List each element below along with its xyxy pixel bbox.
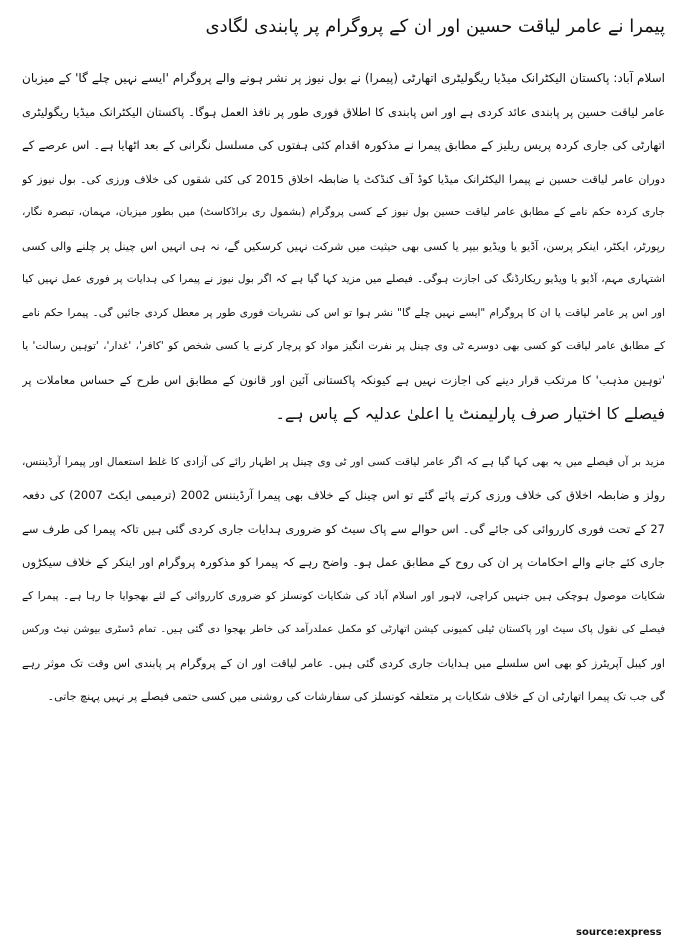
text-line: شکایات موصول ہوچکی ہیں جنہیں کراچی، لاہور اور اسلام آباد کی شکایات کونسلز کو ضروری کارروائی کے لئے بھجوایا جا رہا ہے۔ پیمرا کے xyxy=(22,589,665,602)
text-line: اور اس پر عامر لیاقت یا ان کا پروگرام "ایسے نہیں چلے گا" نشر ہوا تو اس کی نشریات فوری طور پر معطل کردی جائیں گی۔ پیمرا حکم نامے xyxy=(22,306,665,319)
paragraph-2 xyxy=(22,446,665,714)
text-line: فیصلے کا اختیار صرف پارلیمنٹ یا اعلیٰ عدلیہ کے پاس ہے۔ xyxy=(275,404,665,423)
text-line: گی جب تک پیمرا اتھارٹی ان کے خلاف شکایات پر متعلقہ کونسلز کی سفارشات کی روشنی میں کسی حتمی فیصلے پر نہیں پہنچ جاتی۔ xyxy=(47,690,665,703)
text-line: عامر لیاقت حسین پر پابندی عائد کردی ہے اور اس پابندی کا اطلاق فوری طور پر نافذ العمل ہوگا۔ پاکستان الیکٹرانک میڈیا ریگولیٹری xyxy=(22,104,665,119)
text-line: اتھارٹی کی جاری کردہ پریس ریلیز کے مطابق پیمرا نے مذکورہ اقدام کئی ہفتوں کی مسلسل نگرانی کے بعد اٹھایا ہے۔ اس عرصے کے xyxy=(22,138,665,152)
text-line: رپورٹر، ایکٹر، اینکر پرسن، آڈیو یا ویڈیو بیپر یا کسی بھی حیثیت میں شرکت نہیں کرسکیں گے، نہ ہی انہیں اس چینل پر چلنے والی کسی xyxy=(22,239,665,253)
source-credit: source:express xyxy=(576,927,662,938)
text-line: 'توہین مذہب' کا مرتکب قرار دینے کی اجازت نہیں ہے کیونکہ پاکستانی آئین اور قانون کے مطابق اس طرح کے حساس معاملات پر xyxy=(22,372,665,387)
text-line: 27 کے تحت فوری کارروائی کی جائے گی۔ اس حوالے سے پاک سیٹ کو ضروری ہدایات جاری کردی گئی ہیں تاکہ پیمرا کی طرف سے xyxy=(22,521,665,536)
text-line: اشتہاری مہم، آڈیو یا ویڈیو ریکارڈنگ کی اجازت ہوگی۔ فیصلے میں مزید کہا گیا ہے کہ اگر بول نیوز نے پیمرا کی ہدایات پر فوری عمل نہیں کیا xyxy=(22,273,665,285)
text-line: کے مطابق عامر لیاقت کو کسی بھی دوسرے ٹی وی چینل پر نفرت انگیز مواد کو پرچار کرنے یا کسی شخص کو 'کافر'، 'غدار'، 'توہین رسالت' یا xyxy=(22,340,665,352)
text-line: رولز و ضابطہ اخلاق کی خلاف ورزی کرتے پائے گئے تو اس چینل کے خلاف بھی پیمرا آرڈیننس 2002 (ترمیمی ایکٹ 2007) کی دفعہ xyxy=(22,488,665,502)
text-line: مزید بر آں فیصلے میں یہ بھی کہا گیا ہے کہ اگر عامر لیاقت کسی اور ٹی وی چینل پر اظہار رائے کی آزادی کا غلط استعمال اور پیمرا آرڈیننس، xyxy=(22,455,665,468)
text-line: اسلام آباد: پاکستان الیکٹرانک میڈیا ریگولیٹری اتھارٹی (پیمرا) نے بول نیوز پر نشر ہونے والے پروگرام 'ایسے نہیں چلے گا' کے میزبان xyxy=(22,71,665,85)
text-line: اور کیبل آپریٹرز کو بھی اس سلسلے میں ہدایات جاری کردی گئی ہیں۔ عامر لیاقت اور ان کے پروگرام پر پابندی اس وقت تک موثر رہے xyxy=(22,656,665,670)
headline: پیمرا نے عامر لیاقت حسین اور ان کے پروگرام پر پابندی لگادی xyxy=(205,16,665,37)
paragraph-1 xyxy=(22,62,665,431)
text-line: جاری کئے جانے والے احکامات پر ان کی روح کے مطابق عمل ہو۔ واضح رہے کہ پیمرا کو مذکورہ پروگرام اور اینکر کے خلاف سیکڑوں xyxy=(22,555,665,569)
text-line: فیصلے کی نقول پاک سیٹ اور پاکستان ٹیلی کمیونی کیشن اتھارٹی کو مکمل عملدرآمد کی خاطر بھجوا دی گئی ہیں۔ تمام ڈسٹری بیوشن نیٹ ورکس xyxy=(22,624,665,635)
text-line: دوران عامر لیاقت حسین نے پیمرا الیکٹرانک میڈیا کوڈ آف کنڈکٹ یا ضابطہ اخلاق 2015 کی کئی شقوں کی خلاف ورزی کی۔ بول نیوز کو xyxy=(22,172,665,186)
text-line: جاری کردہ حکم نامے کے مطابق عامر لیاقت حسین بول نیوز کے کسی پروگرام (بشمول ری براڈکاسٹ) میں بطور میزبان، مہمان، تبصرہ نگار، xyxy=(22,206,665,218)
